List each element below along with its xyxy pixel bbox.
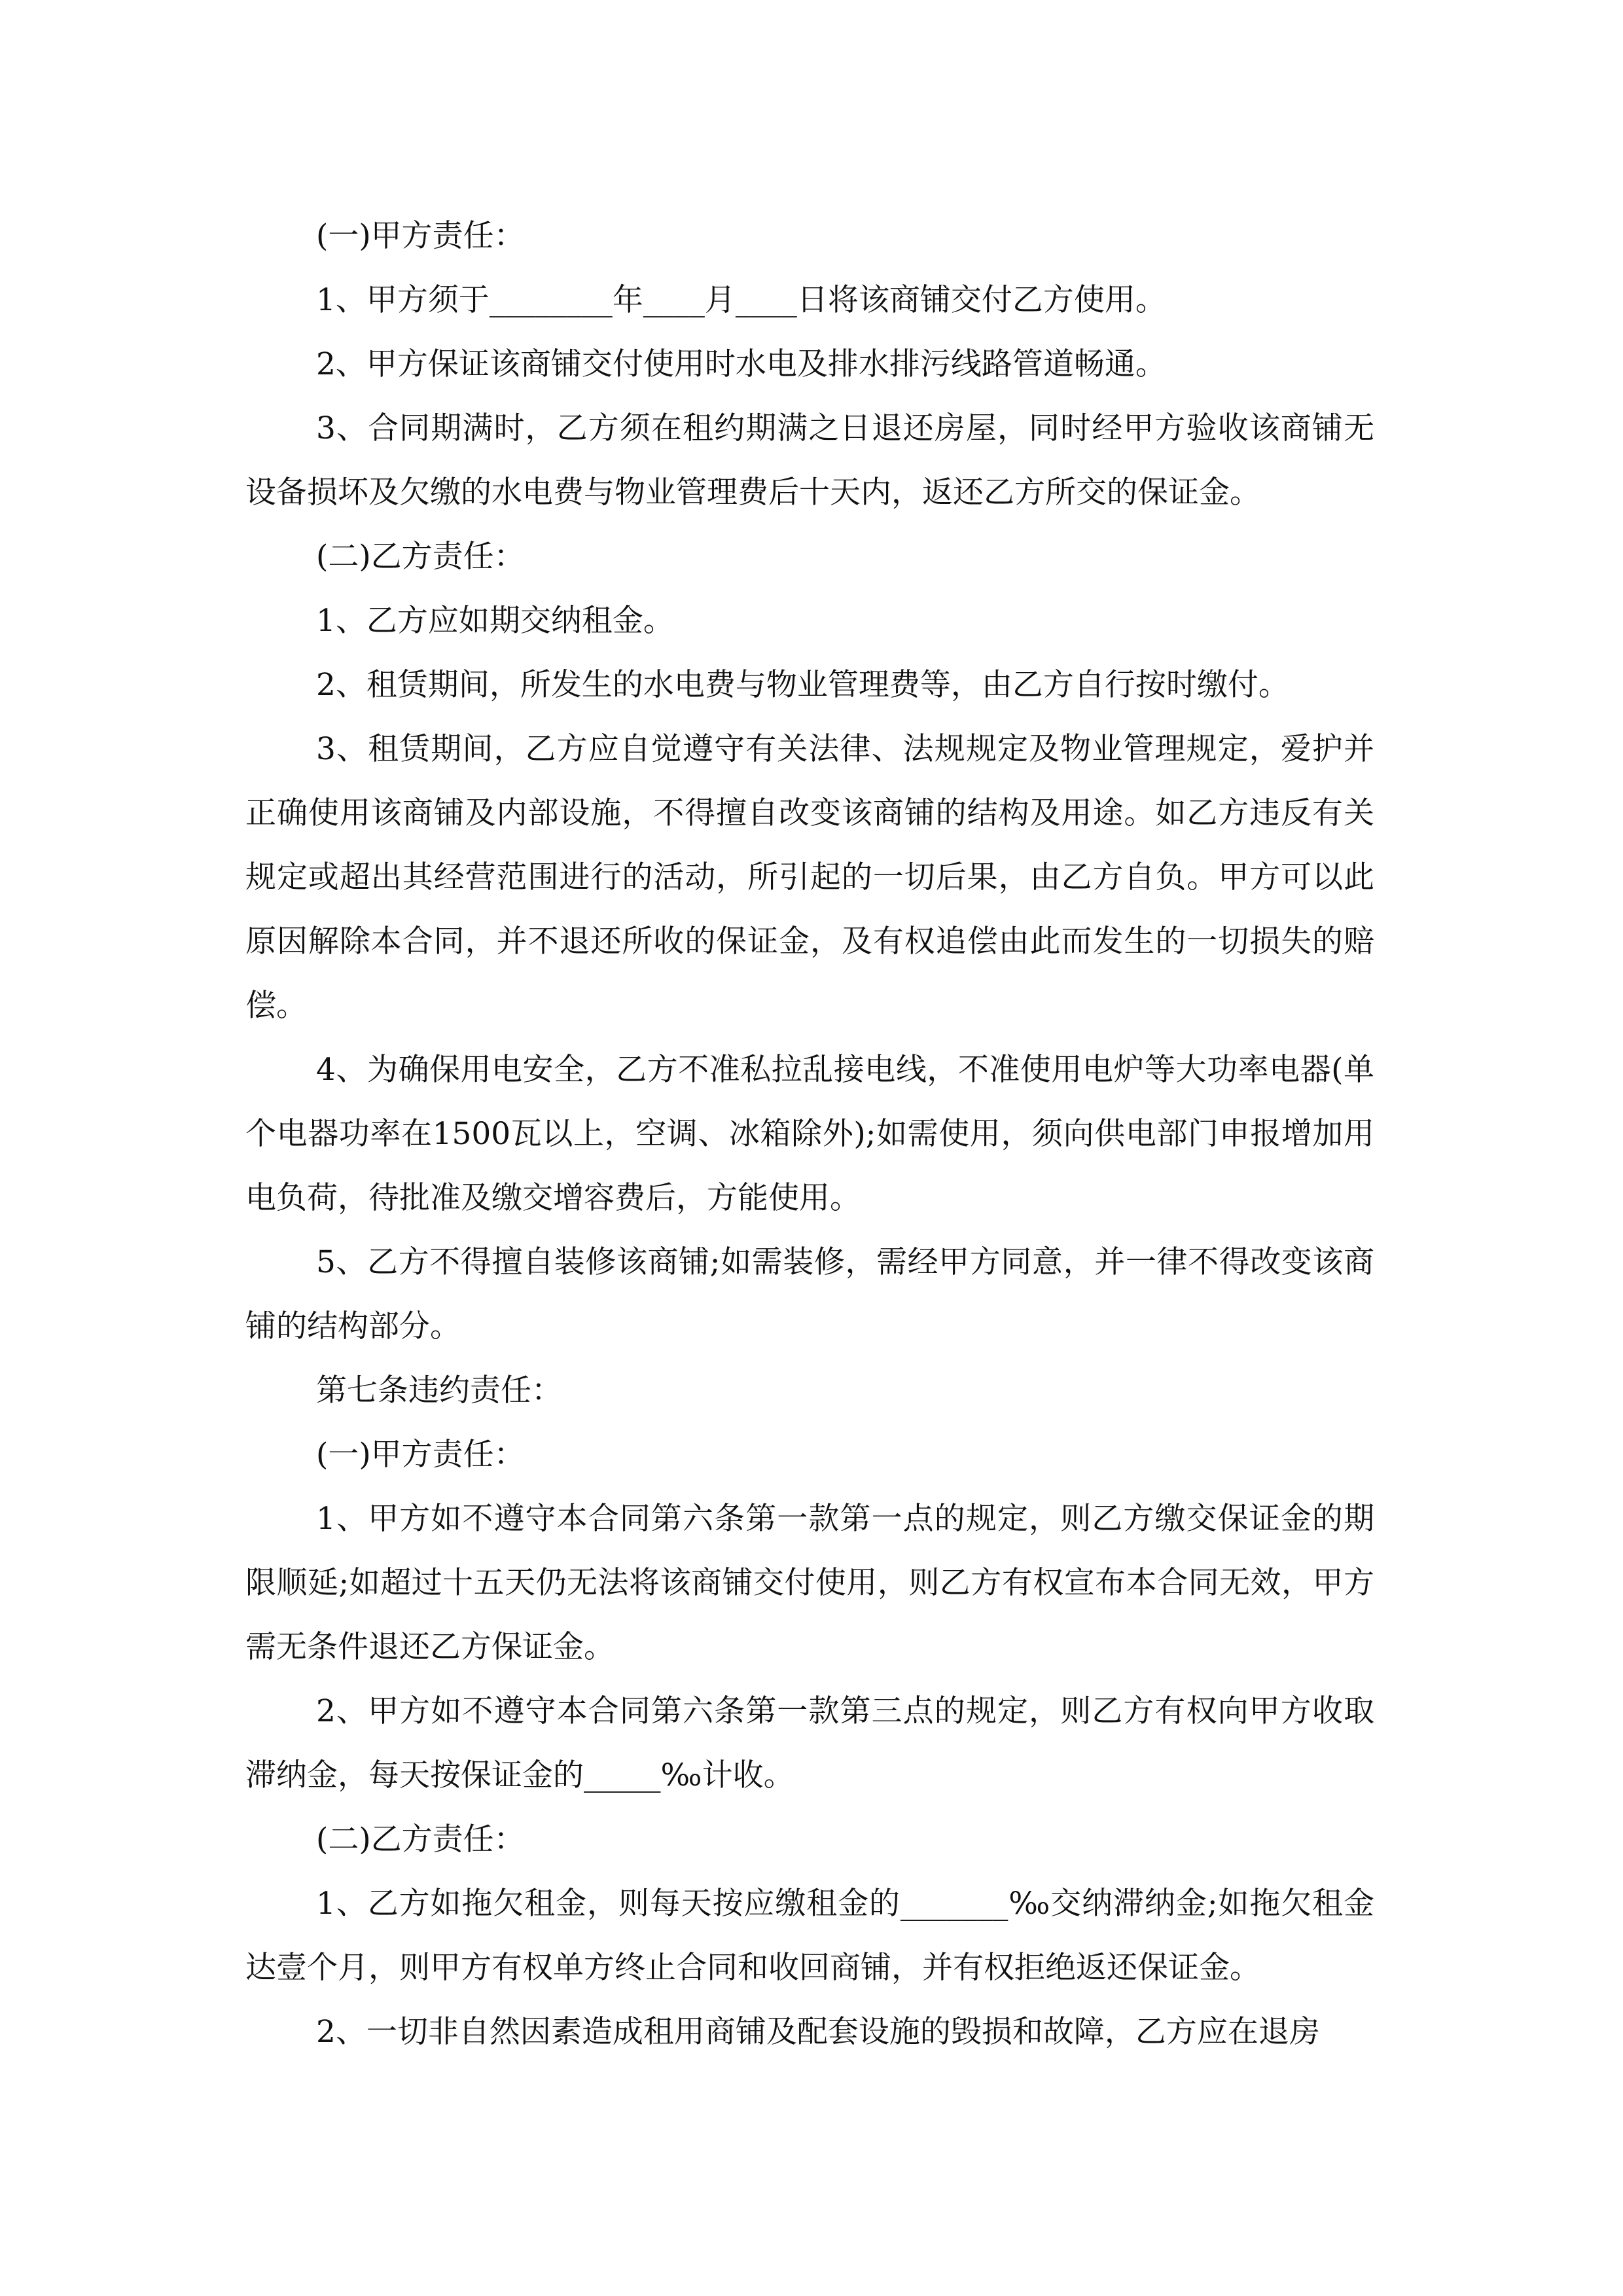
clause-paragraph: 1、甲方须于________年____月____日将该商铺交付乙方使用。	[316, 282, 1166, 318]
clause-paragraph: 1、甲方如不遵守本合同第六条第一款第一点的规定，则乙方缴交保证金的期限顺延;如超过十五天仍无法将该商铺交付使用，则乙方有权宣布本合同无效，甲方需无条件退还乙方保证金。	[245, 1501, 1374, 1665]
clause-paragraph: 3、租赁期间，乙方应自觉遵守有关法律、法规规定及物业管理规定，爱护并正确使用该商铺及内部设施，不得擅自改变该商铺的结构及用途。如乙方违反有关规定或超出其经营范围进行的活动，所引起的一切后果，由乙方自负。甲方可以此原因解除本合同，并不退还所收的保证金，及有权追偿由此而发生的一切损失的赔偿。	[245, 731, 1374, 1024]
clause-paragraph: 1、乙方如拖欠租金，则每天按应缴租金的_______‰交纳滞纳金;如拖欠租金达壹个月，则甲方有权单方终止合同和收回商铺，并有权拒绝返还保证金。	[245, 1886, 1374, 1986]
clause-paragraph: 2、甲方保证该商铺交付使用时水电及排水排污线路管道畅通。	[316, 346, 1166, 382]
article-heading: 第七条违约责任：	[316, 1372, 562, 1408]
clause-paragraph: 2、租赁期间，所发生的水电费与物业管理费等，由乙方自行按时缴付。	[316, 667, 1289, 703]
heading-party-b-duties: (二)乙方责任：	[316, 539, 525, 575]
heading-party-b-duties: (二)乙方责任：	[316, 1821, 525, 1857]
heading-party-a-duties: (一)甲方责任：	[316, 218, 525, 254]
clause-paragraph: 2、一切非自然因素造成租用商铺及配套设施的毁损和故障，乙方应在退房	[316, 2014, 1320, 2050]
clause-paragraph: 4、为确保用电安全，乙方不准私拉乱接电线，不准使用电炉等大功率电器(单个电器功率在1500瓦以上，空调、冰箱除外);如需使用，须向供电部门申报增加用电负荷，待批准及缴交增容费后，方能使用。	[245, 1052, 1374, 1216]
document-page	[245, 204, 1374, 2064]
clause-paragraph: 2、甲方如不遵守本合同第六条第一款第三点的规定，则乙方有权向甲方收取滞纳金，每天按保证金的_____‰计收。	[245, 1693, 1374, 1793]
clause-paragraph: 5、乙方不得擅自装修该商铺;如需装修，需经甲方同意，并一律不得改变该商铺的结构部分。	[245, 1244, 1374, 1344]
clause-paragraph: 1、乙方应如期交纳租金。	[316, 603, 674, 639]
heading-party-a-duties: (一)甲方责任：	[316, 1437, 525, 1473]
clause-paragraph: 3、合同期满时，乙方须在租约期满之日退还房屋，同时经甲方验收该商铺无设备损坏及欠缴的水电费与物业管理费后十天内，返还乙方所交的保证金。	[245, 410, 1374, 511]
